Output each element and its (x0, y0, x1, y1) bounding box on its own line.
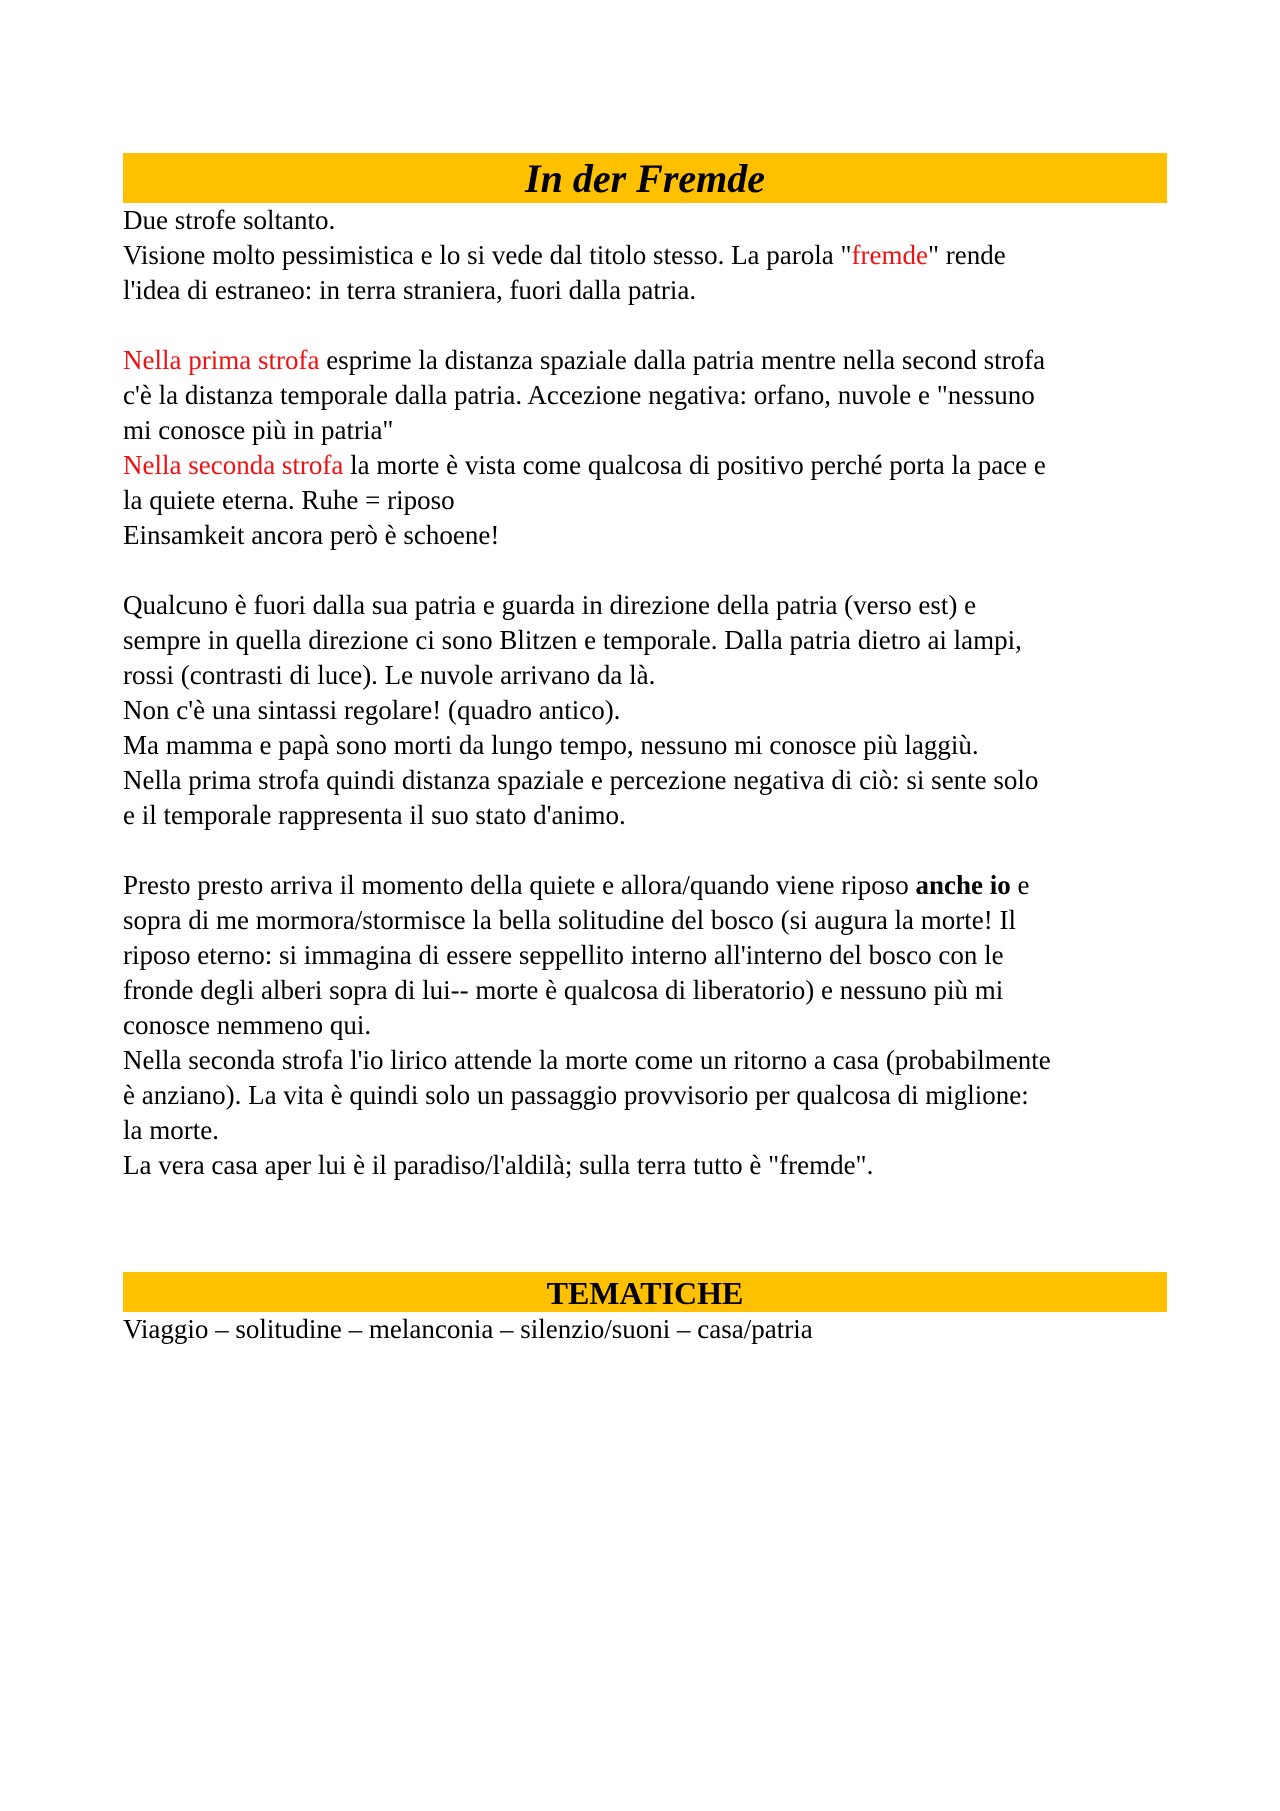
paragraph2-line: La vera casa aper lui è il paradiso/l'aldilà; sulla terra tutto è "fremde". (123, 1150, 874, 1180)
second-strophe-line-1-rest: la morte è vista come qualcosa di positivo perché porta la pace e (343, 450, 1046, 480)
document-page (123, 153, 1167, 1347)
body-text (123, 203, 1167, 1183)
intro-line-2 (123, 238, 1167, 273)
paragraph1-line: sempre in quella direzione ci sono Blitzen e temporale. Dalla patria dietro ai lampi, (123, 625, 1022, 655)
paragraph2-line: riposo eterno: si immagina di essere seppellito interno all'interno del bosco con le (123, 940, 1004, 970)
section-spacer (123, 1183, 1167, 1272)
document-title: In der Fremde (123, 153, 1167, 203)
paragraph1-line: Qualcuno è fuori dalla sua patria e guarda in direzione della patria (verso est) e (123, 590, 977, 620)
themes-list (123, 1312, 1167, 1347)
paragraph2-line-1 (123, 868, 1167, 903)
paragraph2-line: è anziano). La vita è quindi solo un passaggio provvisorio per qualcosa di miglione: (123, 1080, 1029, 1110)
paragraph2-line: sopra di me mormora/stormisce la bella solitudine del bosco (si augura la morte! Il (123, 905, 1017, 935)
first-strophe-line-2: c'è la distanza temporale dalla patria. Accezione negativa: orfano, nuvole e "nessuno (123, 380, 1035, 410)
blank-line (123, 553, 1167, 588)
first-strophe-line-3: mi conosce più in patria" (123, 415, 394, 445)
paragraph1-line: Nella prima strofa quindi distanza spaziale e percezione negativa di ciò: si sente solo (123, 765, 1039, 795)
anche-io-bold: anche io (915, 870, 1011, 900)
paragraph1-line: Ma mamma e papà sono morti da lungo tempo, nessuno mi conosce più laggiù. (123, 730, 979, 760)
first-strophe-label: Nella prima strofa (123, 345, 320, 375)
blank-line (123, 308, 1167, 343)
paragraph2-line: la morte. (123, 1115, 219, 1145)
blank-line (123, 833, 1167, 868)
intro-line-2-end: " rende (927, 240, 1006, 270)
paragraph2-line-1-start: Presto presto arriva il momento della quiete e allora/quando viene riposo (123, 870, 916, 900)
paragraph1-line: e il temporale rappresenta il suo stato d'animo. (123, 800, 626, 830)
paragraph2-line: fronde degli alberi sopra di lui-- morte è qualcosa di liberatorio) e nessuno più mi (123, 975, 1004, 1005)
paragraph2-line-1-end: e (1010, 870, 1030, 900)
second-strophe-label: Nella seconda strofa (123, 450, 344, 480)
first-strophe-line-1-rest: esprime la distanza spaziale dalla patria mentre nella second strofa (319, 345, 1046, 375)
intro-line-3: l'idea di estraneo: in terra straniera, fuori dalla patria. (123, 275, 697, 305)
first-strophe-line-1 (123, 343, 1167, 378)
intro-line-1: Due strofe soltanto. (123, 205, 336, 235)
paragraph1-line: Non c'è una sintassi regolare! (quadro antico). (123, 695, 621, 725)
themes-heading: TEMATICHE (123, 1272, 1167, 1312)
paragraph2-line: conosce nemmeno qui. (123, 1010, 372, 1040)
paragraph2-line: Nella seconda strofa l'io lirico attende la morte come un ritorno a casa (probabilmente (123, 1045, 1051, 1075)
second-strophe-line-3: Einsamkeit ancora però è schoene! (123, 520, 500, 550)
themes-text: Viaggio – solitudine – melanconia – silenzio/suoni – casa/patria (123, 1314, 813, 1344)
second-strophe-line-2: la quiete eterna. Ruhe = riposo (123, 485, 455, 515)
second-strophe-line-1 (123, 448, 1167, 483)
paragraph1-line: rossi (contrasti di luce). Le nuvole arrivano da là. (123, 660, 656, 690)
intro-line-2-start: Visione molto pessimistica e lo si vede dal titolo stesso. La parola " (123, 240, 852, 270)
fremde-highlight: fremde (851, 240, 928, 270)
